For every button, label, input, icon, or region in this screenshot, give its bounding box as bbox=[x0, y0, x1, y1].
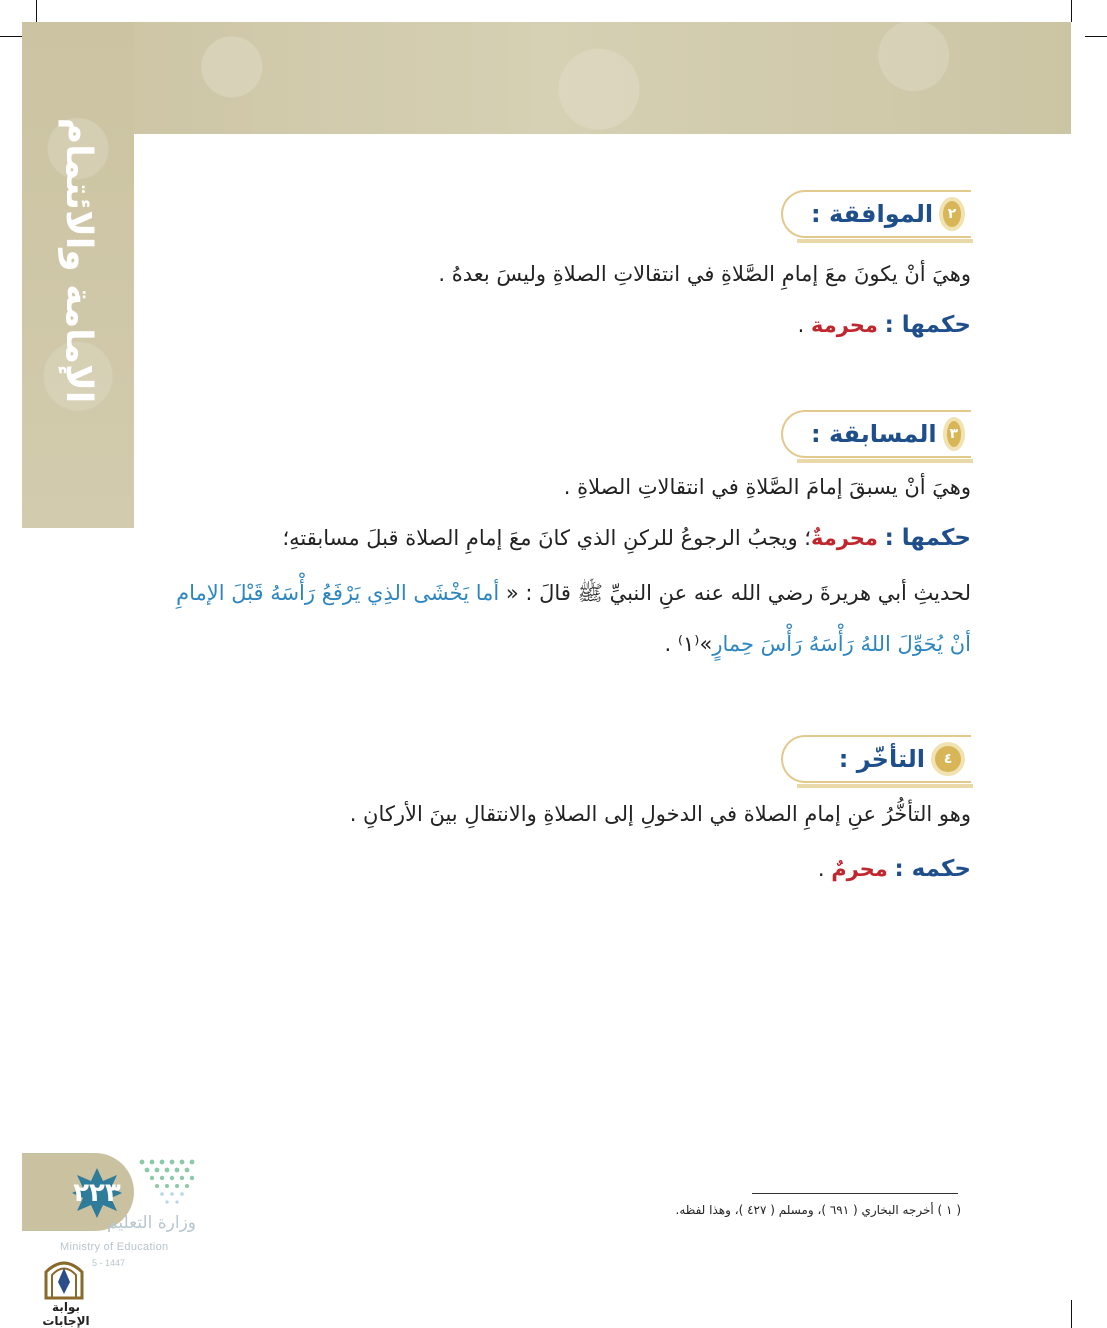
page-number: ٢٢٣ bbox=[73, 1178, 121, 1208]
hadith-quote: أنْ يُحَوِّلَ اللهُ رَأْسَهُ رَأْسَ حِمارٍ bbox=[712, 632, 971, 656]
footnote: ( ١ ) أخرجه البخاري ( ٦٩١ )، ومسلم ( ٤٢٧ )، وهذا لفظه. bbox=[675, 1203, 961, 1217]
hadith-line-2: أنْ يُحَوِّلَ اللهُ رَأْسَهُ رَأْسَ حِمارٍ»⁽١⁾ . bbox=[664, 632, 971, 656]
ruling-line: حكمها : محرمة . bbox=[797, 312, 971, 338]
ministry-name-english: Ministry of Education bbox=[60, 1241, 169, 1253]
definition-text: وهيَ أنْ يكونَ معَ إمامِ الصَّلاةِ في انتقالاتِ الصلاةِ وليسَ بعدهُ . bbox=[438, 262, 971, 286]
ministry-logo-icon bbox=[134, 1156, 198, 1212]
ruling-label: حكمها : bbox=[884, 312, 971, 338]
ruling-label: حكمها : bbox=[884, 525, 971, 551]
ministry-year: 5 - 1447 bbox=[92, 1258, 126, 1268]
ruling-value: محرمة bbox=[810, 313, 878, 337]
ruling-value: محرمةٌ bbox=[810, 526, 878, 550]
crop-mark bbox=[1085, 36, 1107, 37]
section-heading-muwafaqa bbox=[781, 190, 971, 238]
section-heading-taakhur bbox=[781, 735, 971, 783]
section-number-badge: ٤ bbox=[935, 746, 961, 772]
section-heading-text: التأخّر : bbox=[838, 745, 925, 773]
ministry-name-arabic: وزارة التعليم bbox=[107, 1213, 196, 1233]
hadith-quote: أما يَخْشَى الذِي يَرْفَعُ رَأْسَهُ قَبْلَ الإمامِ bbox=[176, 581, 500, 605]
footnote-divider bbox=[752, 1193, 958, 1194]
header-pattern-band bbox=[22, 22, 1071, 134]
section-number-badge: ٣ bbox=[947, 421, 961, 447]
ruling-line: حكمه : محرمٌ . bbox=[817, 856, 971, 882]
portal-name: بوابة الإجابات bbox=[42, 1300, 90, 1328]
crop-mark bbox=[1071, 0, 1072, 22]
hadith-line-1: لحديثِ أبي هريرةَ رضي الله عنه عنِ النبيِّ ﷺ قالَ : « أما يَخْشَى الذِي يَرْفَعُ رَأْسَهُ قَبْلَ الإمامِ bbox=[176, 581, 971, 605]
crop-mark bbox=[0, 36, 22, 37]
section-heading-text: الموافقة : bbox=[811, 200, 934, 228]
definition-text: وهو التأخُّرُ عنِ إمامِ الصلاة في الدخولِ إلى الصلاةِ والانتقالِ بينَ الأركانِ . bbox=[349, 802, 971, 826]
ruling-value: محرمٌ bbox=[831, 857, 888, 881]
portal-logo-icon bbox=[42, 1256, 86, 1300]
ruling-label: حكمه : bbox=[894, 856, 971, 882]
crop-mark bbox=[36, 0, 37, 22]
section-heading-text: المسابقة : bbox=[811, 420, 937, 448]
ruling-line: حكمها : محرمةٌ؛ ويجبُ الرجوعُ للركنِ الذي كانَ معَ إمامِ الصلاة قبلَ مسابقتهِ؛ bbox=[282, 525, 971, 551]
section-heading-musabaqa bbox=[781, 410, 971, 458]
section-number-badge: ٢ bbox=[943, 201, 961, 227]
crop-mark bbox=[1071, 1300, 1072, 1328]
definition-text: وهيَ أنْ يسبقَ إمامَ الصَّلاةِ في انتقالاتِ الصلاةِ . bbox=[563, 475, 971, 499]
chapter-title: الإمامة والائتمام bbox=[58, 117, 100, 403]
